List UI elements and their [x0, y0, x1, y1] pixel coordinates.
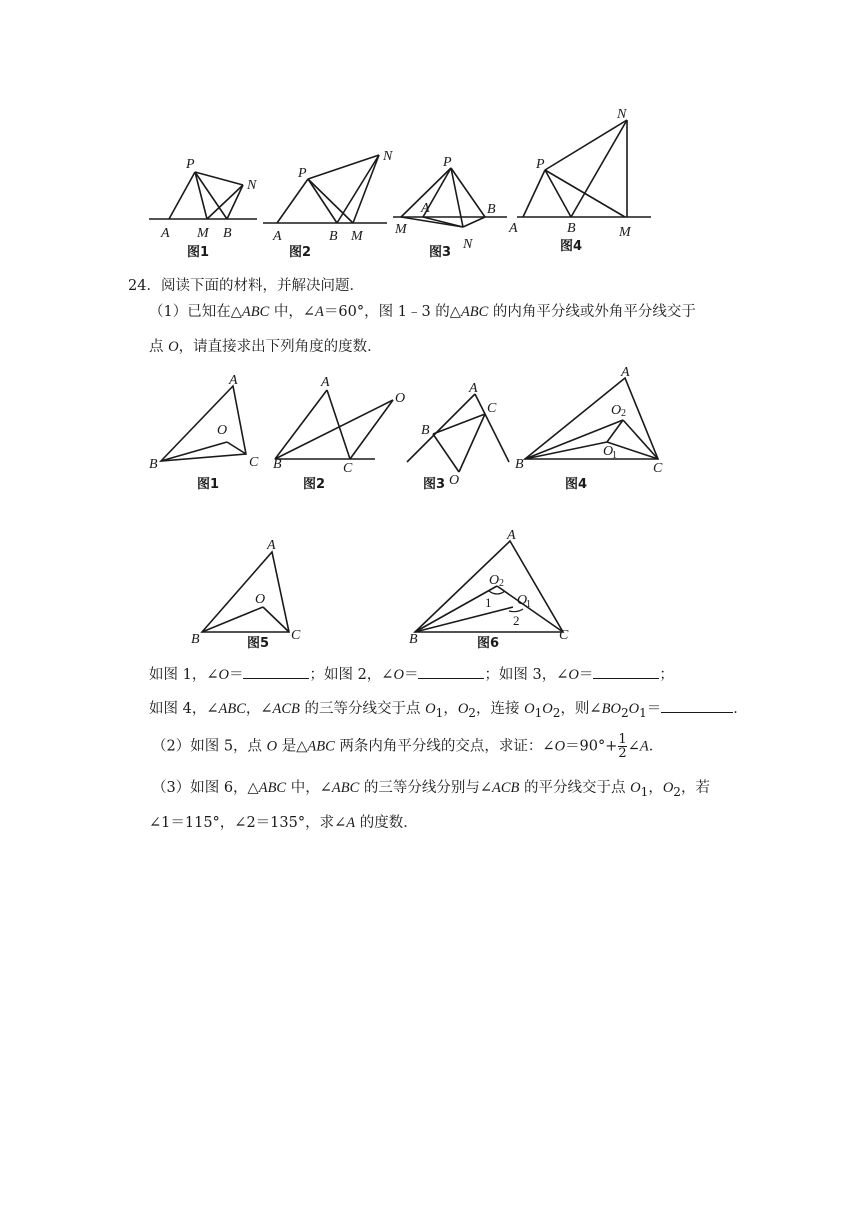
answer-blank-fig3[interactable] — [593, 664, 659, 679]
label-O: O — [449, 473, 460, 488]
subscript: 1 — [435, 705, 444, 720]
label-B: B — [223, 226, 232, 241]
label-P: P — [443, 155, 452, 170]
numerator: 1 — [618, 732, 627, 747]
label-B: B — [515, 457, 524, 472]
question-intro: 阅读下面的材料，并解决问题． — [160, 278, 364, 294]
part3-line1 — [152, 778, 710, 802]
text: 的三等分线分别与∠ — [359, 780, 493, 796]
label-O2-sub: 2 — [499, 578, 504, 589]
math: O — [568, 667, 579, 683]
math: ACB — [272, 701, 300, 717]
answer-blank-fig2[interactable] — [418, 664, 484, 679]
caption-fig3: 图3 — [429, 245, 452, 260]
text: 的平分线交于点 — [519, 780, 631, 796]
caption-fig5: 图5 — [247, 636, 270, 651]
label-N: N — [383, 149, 393, 164]
part2-line — [152, 733, 663, 760]
top-figure-1 — [149, 157, 257, 260]
text: ∠ — [627, 738, 640, 755]
fill-line-1 — [149, 664, 674, 685]
label-A: A — [161, 226, 170, 241]
caption-fig4: 图4 — [565, 477, 588, 492]
label-P: P — [186, 157, 195, 172]
answer-blank-fig1[interactable] — [243, 664, 309, 679]
denominator: 2 — [618, 746, 627, 761]
math: BO — [601, 701, 621, 717]
subscript: 2 — [620, 705, 629, 720]
label-O: O — [255, 592, 266, 607]
label-A: A — [509, 221, 518, 236]
label-O1: O — [603, 444, 614, 459]
mid-figure-3 — [407, 381, 509, 492]
text: ；如图 3，∠ — [484, 667, 569, 683]
math: ABC — [331, 780, 360, 796]
text: ∠1＝115°，∠2＝135°，求∠ — [149, 815, 347, 831]
text: 的度数． — [355, 815, 418, 831]
text: ；如图 2，∠ — [309, 667, 394, 683]
label-C: C — [249, 455, 259, 470]
text: （2）如图 5，点 — [152, 738, 267, 755]
label-M: M — [197, 226, 209, 241]
math: O — [425, 701, 436, 717]
mid-figure-2 — [273, 375, 405, 492]
label-M: M — [395, 222, 407, 237]
label-A: A — [507, 528, 516, 543]
text: ， — [443, 701, 458, 717]
text: ＝ — [578, 667, 594, 683]
label-B: B — [329, 229, 338, 244]
mid-figure-6 — [409, 528, 569, 651]
label-A: A — [229, 373, 238, 388]
text: ＝60°，图 1﹣3 的△ — [323, 304, 461, 320]
label-P: P — [536, 157, 545, 172]
math: ABC — [241, 304, 270, 320]
mid-figures-row2 — [145, 525, 665, 655]
caption-fig1: 图1 — [197, 477, 220, 492]
part1-line2 — [149, 337, 382, 357]
label-O2: O — [611, 403, 622, 418]
math: O — [542, 701, 553, 717]
math: O — [168, 339, 179, 355]
mid-figure-1 — [149, 373, 259, 492]
label-M: M — [351, 229, 363, 244]
label-B: B — [149, 457, 158, 472]
math: O — [218, 667, 229, 683]
subscript: 1 — [639, 705, 647, 720]
label-B: B — [421, 423, 430, 438]
label-C: C — [343, 461, 353, 476]
mid-figures-row1 — [145, 362, 665, 502]
text: ． — [733, 701, 748, 717]
label-O1: O — [517, 593, 528, 608]
text: ，若 — [680, 780, 710, 796]
subscript: 2 — [552, 705, 561, 720]
math: O — [393, 667, 404, 683]
text: ＝ — [228, 667, 244, 683]
fraction-one-half — [618, 733, 626, 760]
caption-fig4: 图4 — [560, 239, 583, 254]
subscript: 2 — [673, 784, 681, 799]
fill-line-2 — [149, 698, 748, 723]
label-O2: O — [489, 573, 500, 588]
label-O1-sub: 1 — [612, 450, 617, 461]
math: ABC — [258, 780, 287, 796]
label-O: O — [217, 423, 228, 438]
text: （3）如图 6，△ — [152, 780, 259, 796]
label-P: P — [298, 166, 307, 181]
label-A: A — [621, 365, 630, 380]
math: O — [628, 701, 640, 717]
label-C: C — [291, 628, 301, 643]
subscript: 1 — [534, 705, 543, 720]
text: （1）已知在△ — [149, 304, 242, 320]
mid-figure-4 — [515, 365, 663, 492]
math: O — [554, 738, 566, 755]
text: 如图 4，∠ — [149, 701, 219, 717]
label-A: A — [421, 201, 430, 216]
math: ABC — [218, 701, 246, 717]
part3-line2 — [149, 813, 418, 833]
label-O1-sub: 1 — [526, 599, 531, 610]
caption-fig6: 图6 — [477, 636, 500, 651]
text: 中，∠ — [269, 304, 316, 320]
text: ，则∠ — [560, 701, 602, 717]
angle-1-label: 1 — [485, 595, 492, 610]
label-A: A — [273, 229, 282, 244]
top-figure-3 — [393, 155, 507, 260]
angle-2-label: 2 — [513, 613, 520, 628]
text: ＝ — [646, 701, 662, 717]
math: A — [315, 304, 324, 320]
text: 点 — [149, 339, 169, 355]
label-N: N — [463, 237, 473, 252]
text: ，连接 — [475, 701, 525, 717]
subscript: 1 — [640, 784, 649, 799]
top-figure-2 — [263, 149, 393, 260]
math: ABC — [460, 304, 489, 320]
text: ， — [648, 780, 663, 796]
text: ，∠ — [245, 701, 273, 717]
label-A: A — [267, 538, 276, 553]
text: ； — [659, 667, 674, 683]
label-C: C — [487, 401, 497, 416]
math: ACB — [492, 780, 520, 796]
text: ，请直接求出下列角度的度数． — [178, 339, 382, 355]
text: 的内角平分线或外角平分线交于 — [488, 304, 696, 320]
top-figures — [145, 100, 655, 262]
question-number — [128, 274, 364, 295]
text: 中，∠ — [286, 780, 332, 796]
mid-figure-5 — [191, 538, 301, 651]
caption-fig2: 图2 — [303, 477, 326, 492]
label-O2-sub: 2 — [621, 408, 626, 419]
text: 是△ — [277, 738, 308, 755]
math: A — [346, 815, 356, 831]
label-B: B — [487, 202, 496, 217]
math: ABC — [307, 738, 335, 755]
text: 两条内角平分线的交点，求证：∠ — [334, 738, 555, 755]
top-figure-4 — [508, 107, 651, 254]
label-O: O — [395, 391, 406, 406]
part1-line1 — [149, 302, 696, 322]
subscript: 2 — [468, 705, 476, 720]
label-M: M — [619, 225, 631, 240]
math: O — [630, 780, 641, 796]
question-number-text: 24． — [128, 278, 161, 294]
text: 如图 1，∠ — [149, 667, 219, 683]
math: O — [524, 701, 535, 717]
math: O — [457, 701, 469, 717]
text: ＝90°+ — [565, 738, 618, 755]
label-N: N — [247, 178, 257, 193]
label-C: C — [559, 628, 569, 643]
label-B: B — [191, 632, 200, 647]
label-B: B — [567, 221, 576, 236]
caption-fig1: 图1 — [187, 245, 210, 260]
label-A: A — [321, 375, 330, 390]
label-C: C — [653, 461, 663, 476]
text: ＝ — [403, 667, 419, 683]
label-A: A — [469, 381, 478, 396]
label-B: B — [273, 457, 282, 472]
caption-fig2: 图2 — [289, 245, 312, 260]
caption-fig3: 图3 — [423, 477, 446, 492]
math: O — [266, 738, 278, 755]
math: O — [662, 780, 674, 796]
text: 的三等分线交于点 — [299, 701, 426, 717]
label-N: N — [617, 107, 627, 122]
label-B: B — [409, 632, 418, 647]
text: ． — [648, 738, 664, 755]
math: A — [639, 738, 649, 755]
answer-blank-fig4[interactable] — [661, 698, 733, 713]
